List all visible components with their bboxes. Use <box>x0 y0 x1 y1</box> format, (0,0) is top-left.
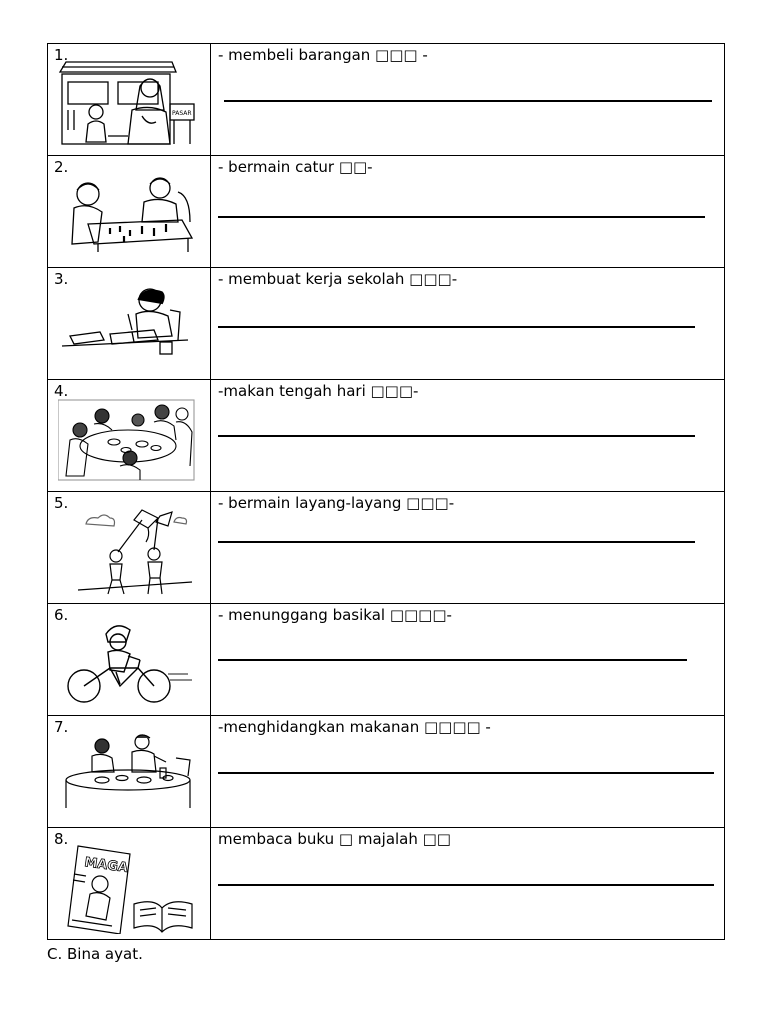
picture-cell <box>48 828 211 940</box>
item-prompt: -menghidangkan makanan □□□□ - <box>218 718 491 736</box>
answer-line[interactable] <box>218 326 695 328</box>
answer-cell <box>211 716 725 828</box>
answer-cell <box>211 492 725 604</box>
picture-cell <box>48 268 211 380</box>
answer-line[interactable] <box>218 659 687 661</box>
answer-line[interactable] <box>218 772 714 774</box>
chess-illustration <box>58 172 198 252</box>
item-prompt: - membuat kerja sekolah □□□- <box>218 270 458 288</box>
item-prompt: -makan tengah hari □□□- <box>218 382 419 400</box>
bicycle-illustration <box>58 620 198 704</box>
worksheet-row <box>48 268 725 380</box>
answer-line[interactable] <box>218 884 714 886</box>
worksheet-row <box>48 604 725 716</box>
item-prompt: membaca buku □ majalah □□ <box>218 830 451 848</box>
magazine-title: MAGA <box>83 855 129 877</box>
answer-cell <box>211 268 725 380</box>
picture-cell <box>48 604 211 716</box>
section-heading: C. Bina ayat. <box>47 945 143 963</box>
shop-sign-text: PASAR <box>172 110 192 117</box>
item-number: 5. <box>54 494 69 512</box>
item-number: 8. <box>54 830 69 848</box>
answer-cell <box>211 44 725 156</box>
answer-cell <box>211 604 725 716</box>
item-prompt: - menunggang basikal □□□□- <box>218 606 452 624</box>
answer-cell <box>211 828 725 940</box>
worksheet-row <box>48 156 725 268</box>
kite-illustration <box>58 508 198 596</box>
worksheet-table <box>47 43 725 940</box>
lunch-illustration <box>58 396 198 482</box>
worksheet-row <box>48 828 725 940</box>
answer-line[interactable] <box>218 216 705 218</box>
worksheet-row <box>48 716 725 828</box>
item-number: 3. <box>54 270 69 288</box>
worksheet-row <box>48 380 725 492</box>
picture-cell <box>48 716 211 828</box>
answer-line[interactable] <box>218 541 695 543</box>
item-prompt: - bermain catur □□- <box>218 158 373 176</box>
answer-line[interactable] <box>224 100 712 102</box>
picture-cell <box>48 44 211 156</box>
serving-food-illustration <box>58 732 198 812</box>
homework-illustration <box>58 284 198 364</box>
shop-illustration <box>58 60 198 148</box>
picture-cell <box>48 380 211 492</box>
answer-line[interactable] <box>218 435 695 437</box>
item-number: 7. <box>54 718 69 736</box>
item-prompt: - membeli barangan □□□ - <box>218 46 428 64</box>
picture-cell <box>48 156 211 268</box>
item-number: 4. <box>54 382 69 400</box>
picture-cell <box>48 492 211 604</box>
item-number: 1. <box>54 46 69 64</box>
item-number: 6. <box>54 606 69 624</box>
reading-illustration <box>58 844 198 934</box>
worksheet-row <box>48 44 725 156</box>
item-number: 2. <box>54 158 69 176</box>
worksheet-row <box>48 492 725 604</box>
answer-cell <box>211 380 725 492</box>
item-prompt: - bermain layang-layang □□□- <box>218 494 455 512</box>
answer-cell <box>211 156 725 268</box>
